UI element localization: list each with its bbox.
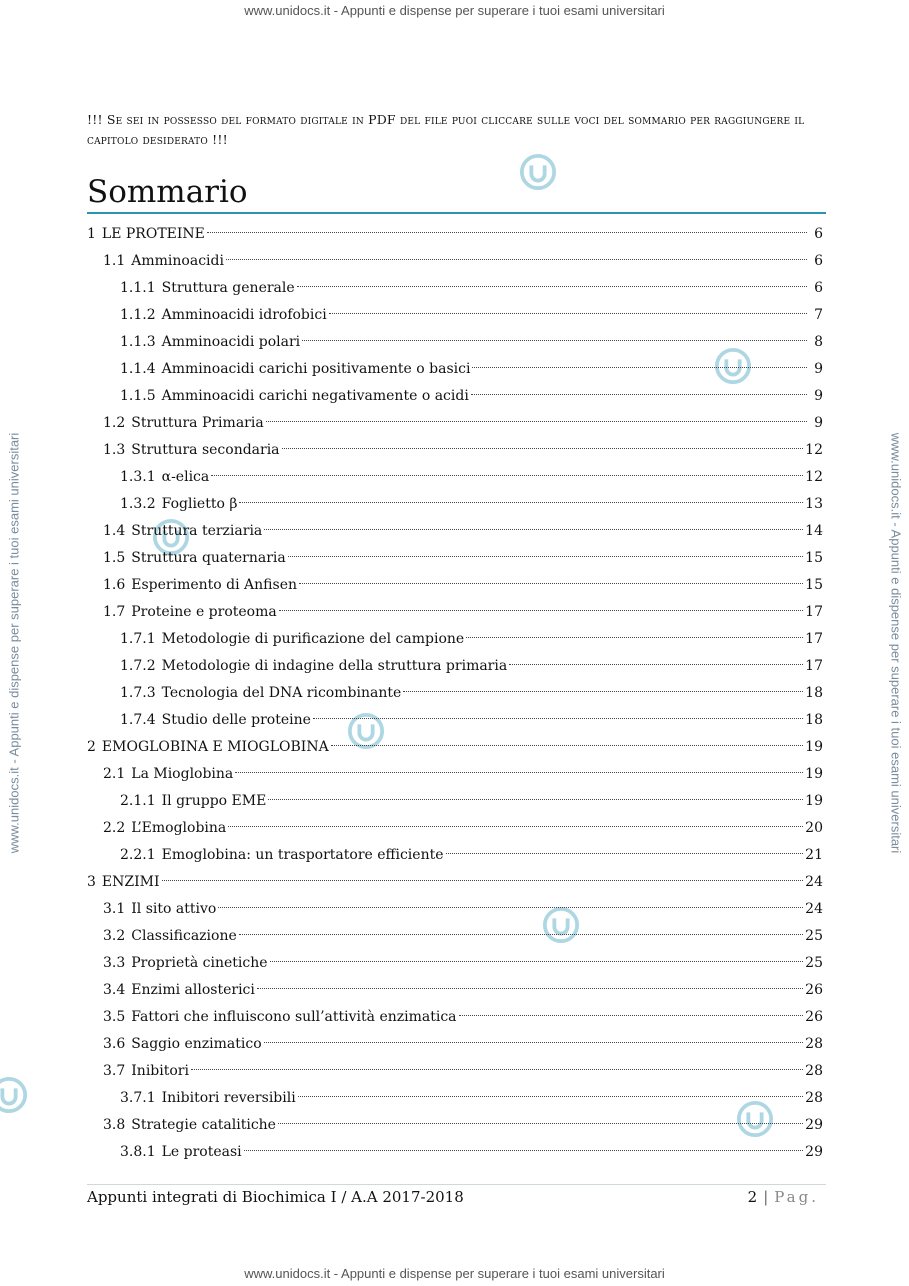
toc-entry[interactable]: [87, 383, 823, 410]
toc-dot-leader: [466, 637, 803, 638]
page-number: 2: [747, 1188, 758, 1206]
toc-entry[interactable]: [87, 464, 823, 491]
toc-dot-leader: [329, 313, 807, 314]
toc-entry-page: 28: [805, 1036, 823, 1052]
unidocs-logo-icon: [0, 1076, 28, 1114]
table-of-contents: [87, 221, 823, 1166]
toc-entry[interactable]: [87, 437, 823, 464]
toc-entry-page: 6: [814, 253, 823, 269]
toc-dot-leader: [270, 961, 804, 962]
toc-entry-title: Amminoacidi idrofobici: [161, 307, 327, 323]
toc-dot-leader: [302, 340, 807, 341]
toc-entry[interactable]: [87, 518, 823, 545]
toc-entry-page: 8: [814, 334, 823, 350]
toc-entry[interactable]: [87, 950, 823, 977]
watermark-left: www.unidocs.it - Appunti e dispense per superare i tuoi esami universitari: [6, 432, 22, 854]
toc-entry-title: Il gruppo EME: [161, 793, 267, 809]
toc-entry-number: 3.5: [103, 1009, 126, 1025]
toc-entry-page: 9: [814, 415, 823, 431]
toc-entry-page: 14: [805, 523, 823, 539]
toc-entry-number: 1.7.2: [120, 658, 156, 674]
toc-entry-number: 3.4: [103, 982, 126, 998]
toc-entry-title: Saggio enzimatico: [131, 1036, 262, 1052]
page-title: Sommario: [87, 174, 248, 210]
footer-separator: |: [763, 1188, 769, 1206]
toc-entry-title: Studio delle proteine: [161, 712, 311, 728]
toc-entry-title: Il sito attivo: [131, 901, 217, 917]
toc-entry[interactable]: [87, 329, 823, 356]
title-divider: [87, 212, 826, 214]
toc-entry[interactable]: [87, 626, 823, 653]
toc-entry-title: Amminoacidi: [131, 253, 224, 269]
toc-entry-number: 1.3.1: [120, 469, 156, 485]
toc-entry-number: 1.3: [103, 442, 126, 458]
toc-entry[interactable]: [87, 923, 823, 950]
toc-entry-number: 1.1.2: [120, 307, 156, 323]
toc-entry-title: Enzimi allosterici: [131, 982, 255, 998]
toc-entry[interactable]: [87, 1085, 823, 1112]
toc-entry[interactable]: [87, 788, 823, 815]
toc-entry-title: Le proteasi: [161, 1144, 242, 1160]
toc-dot-leader: [226, 259, 807, 260]
toc-entry-page: 17: [805, 604, 823, 620]
toc-entry[interactable]: [87, 680, 823, 707]
toc-entry-number: 1.7.1: [120, 631, 156, 647]
toc-dot-leader: [266, 421, 807, 422]
toc-entry-number: 1.3.2: [120, 496, 156, 512]
toc-entry-page: 25: [805, 955, 823, 971]
toc-entry-number: 1.5: [103, 550, 126, 566]
toc-entry[interactable]: [87, 572, 823, 599]
toc-dot-leader: [239, 934, 803, 935]
toc-entry-number: 3.6: [103, 1036, 126, 1052]
toc-entry[interactable]: [87, 1058, 823, 1085]
toc-entry-number: 2.1.1: [120, 793, 156, 809]
watermark-top: www.unidocs.it - Appunti e dispense per superare i tuoi esami universitari: [244, 3, 665, 18]
toc-entry-page: 15: [805, 550, 823, 566]
toc-entry-number: 1.1.1: [120, 280, 156, 296]
toc-entry-page: 28: [805, 1090, 823, 1106]
toc-entry[interactable]: [87, 545, 823, 572]
toc-entry-number: 3.3: [103, 955, 126, 971]
toc-entry-page: 17: [805, 631, 823, 647]
watermark-bottom: www.unidocs.it - Appunti e dispense per superare i tuoi esami universitari: [244, 1266, 665, 1281]
toc-dot-leader: [264, 529, 803, 530]
toc-dot-leader: [239, 502, 803, 503]
toc-entry-number: 1.7.4: [120, 712, 156, 728]
toc-entry-page: 6: [814, 226, 823, 242]
toc-entry-number: 3.1: [103, 901, 126, 917]
footer-page: [748, 1188, 819, 1206]
unidocs-logo-icon: [519, 153, 557, 191]
toc-dot-leader: [472, 367, 807, 368]
toc-dot-leader: [313, 718, 803, 719]
toc-entry-title: Metodologie di indagine della struttura primaria: [161, 658, 508, 674]
toc-dot-leader: [218, 907, 803, 908]
toc-entry-page: 17: [805, 658, 823, 674]
toc-entry-title: Struttura Primaria: [131, 415, 264, 431]
toc-dot-leader: [244, 1150, 804, 1151]
toc-entry-title: Struttura terziaria: [131, 523, 263, 539]
toc-entry-title: Emoglobina: un trasportatore efficiente: [161, 847, 444, 863]
toc-entry-page: 9: [814, 361, 823, 377]
toc-dot-leader: [471, 394, 807, 395]
toc-dot-leader: [278, 1123, 803, 1124]
toc-entry-title: Inibitori reversibili: [161, 1090, 296, 1106]
toc-dot-leader: [299, 583, 803, 584]
toc-entry-title: Amminoacidi polari: [161, 334, 301, 350]
toc-entry-page: 18: [805, 685, 823, 701]
toc-entry-title: Struttura generale: [161, 280, 295, 296]
toc-entry[interactable]: [87, 599, 823, 626]
toc-entry-page: 26: [805, 1009, 823, 1025]
toc-entry-title: ENZIMI: [101, 874, 160, 890]
toc-entry-title: Struttura secondaria: [131, 442, 280, 458]
footer-divider: [87, 1184, 826, 1185]
toc-entry[interactable]: [87, 491, 823, 518]
toc-entry-title: α-elica: [161, 469, 210, 485]
toc-entry-title: Tecnologia del DNA ricombinante: [161, 685, 402, 701]
toc-entry[interactable]: [87, 410, 823, 437]
toc-entry-title: L’Emoglobina: [131, 820, 227, 836]
toc-entry-title: Esperimento di Anfisen: [131, 577, 298, 593]
toc-dot-leader: [235, 772, 803, 773]
toc-entry-title: Classificazione: [131, 928, 237, 944]
toc-entry-number: 2.2.1: [120, 847, 156, 863]
toc-dot-leader: [279, 610, 803, 611]
toc-entry-number: 3.2: [103, 928, 126, 944]
toc-entry-number: 2: [87, 739, 96, 755]
toc-dot-leader: [264, 1042, 804, 1043]
toc-entry-page: 12: [805, 469, 823, 485]
toc-entry-title: Fattori che influiscono sull’attività enzimatica: [131, 1009, 457, 1025]
toc-dot-leader: [446, 853, 804, 854]
toc-entry-number: 1.4: [103, 523, 126, 539]
toc-entry-title: Proteine e proteoma: [131, 604, 277, 620]
watermark-right: www.unidocs.it - Appunti e dispense per superare i tuoi esami universitari: [888, 432, 904, 854]
toc-entry-page: 26: [805, 982, 823, 998]
toc-entry-title: Struttura quaternaria: [131, 550, 286, 566]
toc-entry-title: Amminoacidi carichi negativamente o acidi: [161, 388, 469, 404]
toc-entry[interactable]: [87, 653, 823, 680]
toc-entry-number: 2.2: [103, 820, 126, 836]
toc-entry[interactable]: [87, 221, 823, 248]
toc-entry-page: 28: [805, 1063, 823, 1079]
toc-dot-leader: [288, 556, 803, 557]
toc-entry[interactable]: [87, 842, 823, 869]
toc-entry-page: 13: [805, 496, 823, 512]
toc-dot-leader: [228, 826, 803, 827]
toc-entry-title: Strategie catalitiche: [131, 1117, 276, 1133]
toc-entry-number: 2.1: [103, 766, 126, 782]
toc-entry-page: 29: [805, 1144, 823, 1160]
toc-entry-page: 25: [805, 928, 823, 944]
toc-entry-number: 1.1.3: [120, 334, 156, 350]
toc-entry-page: 19: [805, 739, 823, 755]
toc-entry-page: 9: [814, 388, 823, 404]
toc-entry-number: 1.1.4: [120, 361, 156, 377]
toc-dot-leader: [282, 448, 804, 449]
toc-dot-leader: [268, 799, 803, 800]
toc-entry[interactable]: [87, 815, 823, 842]
pdf-notice: !!! Se sei in possesso del formato digitale in PDF del file puoi cliccare sulle voci del sommario per raggiungere il capitolo desiderato !!!: [87, 112, 805, 147]
toc-entry-title: La Mioglobina: [131, 766, 234, 782]
toc-entry-title: Inibitori: [131, 1063, 189, 1079]
toc-dot-leader: [298, 1096, 803, 1097]
toc-entry-title: LE PROTEINE: [101, 226, 205, 242]
toc-entry[interactable]: [87, 761, 823, 788]
toc-entry-title: Proprietà cinetiche: [131, 955, 268, 971]
toc-entry-page: 19: [805, 793, 823, 809]
toc-entry-page: 15: [805, 577, 823, 593]
toc-entry-number: 3.8.1: [120, 1144, 156, 1160]
toc-entry[interactable]: [87, 1004, 823, 1031]
footer-course: Appunti integrati di Biochimica I / A.A 2017-2018: [87, 1188, 464, 1206]
toc-entry[interactable]: [87, 356, 823, 383]
toc-dot-leader: [257, 988, 803, 989]
toc-entry-page: 20: [805, 820, 823, 836]
toc-dot-leader: [162, 880, 804, 881]
toc-entry-page: 12: [805, 442, 823, 458]
toc-entry-page: 6: [814, 280, 823, 296]
toc-entry-title: Foglietto β: [161, 496, 238, 512]
toc-dot-leader: [459, 1015, 804, 1016]
toc-entry[interactable]: [87, 734, 823, 761]
toc-entry[interactable]: [87, 707, 823, 734]
toc-entry-number: 1.6: [103, 577, 126, 593]
toc-dot-leader: [211, 475, 803, 476]
toc-entry-page: 24: [805, 901, 823, 917]
toc-entry-number: 1.2: [103, 415, 126, 431]
toc-entry-title: EMOGLOBINA E MIOGLOBINA: [101, 739, 329, 755]
toc-dot-leader: [191, 1069, 803, 1070]
toc-entry-page: 24: [805, 874, 823, 890]
toc-entry-page: 19: [805, 766, 823, 782]
toc-entry[interactable]: [87, 869, 823, 896]
toc-dot-leader: [297, 286, 807, 287]
toc-entry-number: 3: [87, 874, 96, 890]
toc-entry-page: 7: [814, 307, 823, 323]
toc-dot-leader: [207, 232, 807, 233]
toc-entry-number: 1.7.3: [120, 685, 156, 701]
toc-dot-leader: [403, 691, 803, 692]
toc-entry[interactable]: [87, 1139, 823, 1166]
toc-entry-number: 1.7: [103, 604, 126, 620]
toc-entry-number: 3.8: [103, 1117, 126, 1133]
toc-entry-number: 3.7: [103, 1063, 126, 1079]
toc-entry[interactable]: [87, 275, 823, 302]
toc-entry[interactable]: [87, 248, 823, 275]
toc-dot-leader: [509, 664, 803, 665]
toc-entry[interactable]: [87, 1112, 823, 1139]
toc-entry-number: 1.1: [103, 253, 126, 269]
toc-entry[interactable]: [87, 302, 823, 329]
toc-entry-page: 29: [805, 1117, 823, 1133]
toc-entry[interactable]: [87, 977, 823, 1004]
toc-entry-number: 1.1.5: [120, 388, 156, 404]
toc-entry-number: 3.7.1: [120, 1090, 156, 1106]
toc-entry-title: Metodologie di purificazione del campione: [161, 631, 465, 647]
toc-dot-leader: [331, 745, 803, 746]
toc-entry-title: Amminoacidi carichi positivamente o basici: [161, 361, 471, 377]
page-label: Pag.: [774, 1188, 819, 1206]
toc-entry[interactable]: [87, 1031, 823, 1058]
toc-entry-page: 18: [805, 712, 823, 728]
toc-entry-page: 21: [805, 847, 823, 863]
toc-entry-number: 1: [87, 226, 96, 242]
toc-entry[interactable]: [87, 896, 823, 923]
